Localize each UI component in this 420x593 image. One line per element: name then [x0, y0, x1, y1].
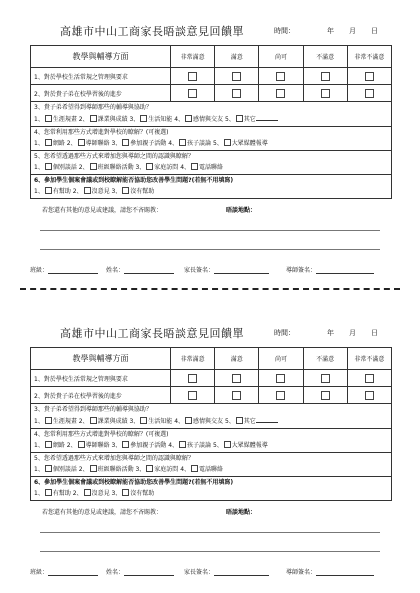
- parent-signature-field[interactable]: 家長簽名：: [184, 567, 269, 576]
- comment-line[interactable]: [40, 230, 380, 231]
- table-header-cell: 不滿意: [303, 46, 347, 68]
- question-text: 6、參加學生個案會議或到校瞭解能否協助您改善學生問題?(若無不用填寫): [34, 479, 234, 486]
- table-header-cell: 非常滿意: [171, 348, 215, 370]
- option-checkbox[interactable]: [90, 115, 97, 122]
- rating-checkbox[interactable]: [365, 374, 374, 383]
- option-checkbox[interactable]: [191, 465, 198, 472]
- class-field[interactable]: 班級：: [30, 265, 98, 274]
- rating-checkbox[interactable]: [365, 89, 374, 98]
- question-options: 1、 有幫助 2、 沒意見 3、 沒有幫助: [34, 490, 155, 497]
- question-text: 5、您希望透過那些方式來增加您與導師之間的認識與瞭解？: [34, 153, 194, 160]
- option-checkbox[interactable]: [90, 417, 97, 424]
- rating-row: [31, 387, 392, 404]
- name-field[interactable]: 姓名：: [106, 567, 174, 576]
- option-checkbox[interactable]: [191, 163, 198, 170]
- parent-signature-field[interactable]: 家長簽名：: [184, 265, 269, 274]
- option-checkbox[interactable]: [45, 417, 52, 424]
- question-options: 1、 網路 2、 導師聯絡 3、 參加親子活動 4、 孩子談論 5、 大眾媒體報導: [34, 442, 268, 449]
- other-input[interactable]: [256, 416, 278, 423]
- question-options: 1、 有幫助 2、 沒意見 3、 沒有幫助: [34, 188, 155, 195]
- rating-question: 1、對於學校生活常規之管理與要求: [31, 68, 171, 85]
- rating-checkbox[interactable]: [365, 391, 374, 400]
- option-checkbox[interactable]: [90, 163, 97, 170]
- meeting-location-label: 晤談地點：: [226, 207, 257, 214]
- class-field[interactable]: 班級：: [30, 567, 98, 576]
- question-row: [31, 151, 392, 175]
- rating-row: [31, 68, 392, 85]
- table-header-cell: 非常滿意: [171, 46, 215, 68]
- comment-line[interactable]: [40, 551, 380, 552]
- comment-prompt: 若您還有其他的意見或建議，請您不吝賜教：: [42, 509, 163, 516]
- option-checkbox[interactable]: [45, 163, 52, 170]
- option-checkbox[interactable]: [122, 187, 129, 194]
- option-checkbox[interactable]: [45, 139, 52, 146]
- rating-checkbox[interactable]: [232, 374, 241, 383]
- rating-checkbox[interactable]: [188, 89, 197, 98]
- teacher-signature-field[interactable]: 導師簽名：: [286, 265, 374, 274]
- name-field[interactable]: 姓名：: [106, 265, 174, 274]
- survey-table: [30, 347, 392, 501]
- table-header-cell: 非常不滿意: [347, 348, 391, 370]
- rating-checkbox[interactable]: [321, 374, 330, 383]
- question-options: 1、 個別談話 2、 班級聯絡活動 3、 家庭訪問 4、 電話聯絡: [34, 164, 224, 171]
- teacher-signature-field[interactable]: 導師簽名：: [286, 567, 374, 576]
- feedback-form: [0, 0, 420, 274]
- rating-row: [31, 85, 392, 102]
- time-label: 時間：: [274, 329, 295, 337]
- comment-prompt: 若您還有其他的意見或建議，請您不吝賜教：: [42, 207, 163, 214]
- meeting-location-label: 晤談地點：: [226, 509, 257, 516]
- day-label: 日: [371, 329, 378, 337]
- rating-checkbox[interactable]: [232, 72, 241, 81]
- rating-checkbox[interactable]: [188, 374, 197, 383]
- other-input[interactable]: [256, 114, 278, 121]
- question-text: 6、參加學生個案會議或到校瞭解能否協助您改善學生問題?(若無不用填寫): [34, 177, 234, 184]
- year-label: 年: [327, 27, 334, 35]
- option-checkbox[interactable]: [78, 441, 85, 448]
- table-header: [31, 46, 392, 68]
- time-label: 時間：: [274, 27, 295, 35]
- option-checkbox[interactable]: [146, 163, 153, 170]
- option-checkbox[interactable]: [84, 187, 91, 194]
- rating-checkbox[interactable]: [276, 391, 285, 400]
- rating-checkbox[interactable]: [321, 391, 330, 400]
- question-row: [31, 477, 392, 501]
- rating-question: 2、對於貴子弟在校學習後的進步: [31, 387, 171, 404]
- table-header-cell: 教學與輔導方面: [31, 46, 171, 68]
- form-title: 高雄市中山工商家長晤談意見回饋單: [60, 25, 244, 38]
- rating-checkbox[interactable]: [188, 391, 197, 400]
- option-checkbox[interactable]: [45, 115, 52, 122]
- question-options: 1、 生涯規畫 2、 課業與成績 3、 生活知能 4、 感情與交友 5、 其它: [31, 415, 391, 427]
- question-row: [31, 404, 392, 429]
- question-row: [31, 429, 392, 453]
- month-label: 月: [349, 329, 356, 337]
- rating-checkbox[interactable]: [321, 89, 330, 98]
- option-checkbox[interactable]: [236, 417, 243, 424]
- option-checkbox[interactable]: [224, 139, 231, 146]
- option-checkbox[interactable]: [185, 417, 192, 424]
- question-text: 4、您常利用那些方式增進對學校的瞭解？(可複選): [34, 431, 169, 438]
- option-checkbox[interactable]: [78, 139, 85, 146]
- option-checkbox[interactable]: [84, 489, 91, 496]
- question-text: 4、您常利用那些方式增進對學校的瞭解？(可複選): [34, 129, 169, 136]
- option-checkbox[interactable]: [45, 187, 52, 194]
- table-header-cell: 教學與輔導方面: [31, 348, 171, 370]
- question-row: [31, 453, 392, 477]
- rating-checkbox[interactable]: [276, 89, 285, 98]
- table-header-cell: 滿意: [215, 348, 259, 370]
- question-row: [31, 102, 392, 127]
- rating-question: 1、對於學校生活常規之管理與要求: [31, 370, 171, 387]
- table-header-cell: 尚可: [259, 46, 303, 68]
- table-header: [31, 348, 392, 370]
- option-checkbox[interactable]: [146, 465, 153, 472]
- question-text: 3、貴子弟希望得到導師那些的輔導與協助？: [34, 104, 152, 111]
- rating-checkbox[interactable]: [232, 89, 241, 98]
- option-checkbox[interactable]: [140, 115, 147, 122]
- rating-question: 2、對於貴子弟在校學習後的進步: [31, 85, 171, 102]
- form-header: [0, 0, 420, 36]
- option-checkbox[interactable]: [179, 139, 186, 146]
- option-checkbox[interactable]: [224, 441, 231, 448]
- rating-checkbox[interactable]: [321, 72, 330, 81]
- rating-checkbox[interactable]: [365, 72, 374, 81]
- rating-checkbox[interactable]: [232, 391, 241, 400]
- option-checkbox[interactable]: [122, 489, 129, 496]
- option-checkbox[interactable]: [236, 115, 243, 122]
- question-row: [31, 175, 392, 199]
- question-options: 1、 個別談話 2、 班級聯絡活動 3、 家庭訪問 4、 電話聯絡: [34, 466, 224, 473]
- rating-checkbox[interactable]: [276, 72, 285, 81]
- feedback-form: [0, 302, 420, 576]
- option-checkbox[interactable]: [122, 139, 129, 146]
- option-checkbox[interactable]: [185, 115, 192, 122]
- rating-row: [31, 370, 392, 387]
- option-checkbox[interactable]: [140, 417, 147, 424]
- day-label: 日: [371, 27, 378, 35]
- question-options: 1、 生涯規畫 2、 課業與成績 3、 生活知能 4、 感情與交友 5、 其它: [31, 113, 391, 125]
- table-header-cell: 不滿意: [303, 348, 347, 370]
- form-title: 高雄市中山工商家長晤談意見回饋單: [60, 327, 244, 340]
- survey-table: [30, 45, 392, 199]
- cut-line: [20, 288, 400, 290]
- option-checkbox[interactable]: [122, 441, 129, 448]
- option-checkbox[interactable]: [45, 489, 52, 496]
- month-label: 月: [349, 27, 356, 35]
- question-row: [31, 127, 392, 151]
- option-checkbox[interactable]: [45, 465, 52, 472]
- table-header-cell: 尚可: [259, 348, 303, 370]
- comment-line[interactable]: [40, 249, 380, 250]
- comment-line[interactable]: [40, 532, 380, 533]
- option-checkbox[interactable]: [45, 441, 52, 448]
- table-header-cell: 滿意: [215, 46, 259, 68]
- question-text: 5、您希望透過那些方式來增加您與導師之間的認識與瞭解？: [34, 455, 194, 462]
- question-text: 3、貴子弟希望得到導師那些的輔導與協助？: [34, 406, 152, 413]
- form-header: [0, 302, 420, 338]
- option-checkbox[interactable]: [90, 465, 97, 472]
- rating-checkbox[interactable]: [188, 72, 197, 81]
- year-label: 年: [327, 329, 334, 337]
- option-checkbox[interactable]: [179, 441, 186, 448]
- rating-checkbox[interactable]: [276, 374, 285, 383]
- question-options: 1、 網路 2、 導師聯絡 3、 參加親子活動 4、 孩子談論 5、 大眾媒體報導: [34, 140, 268, 147]
- table-header-cell: 非常不滿意: [347, 46, 391, 68]
